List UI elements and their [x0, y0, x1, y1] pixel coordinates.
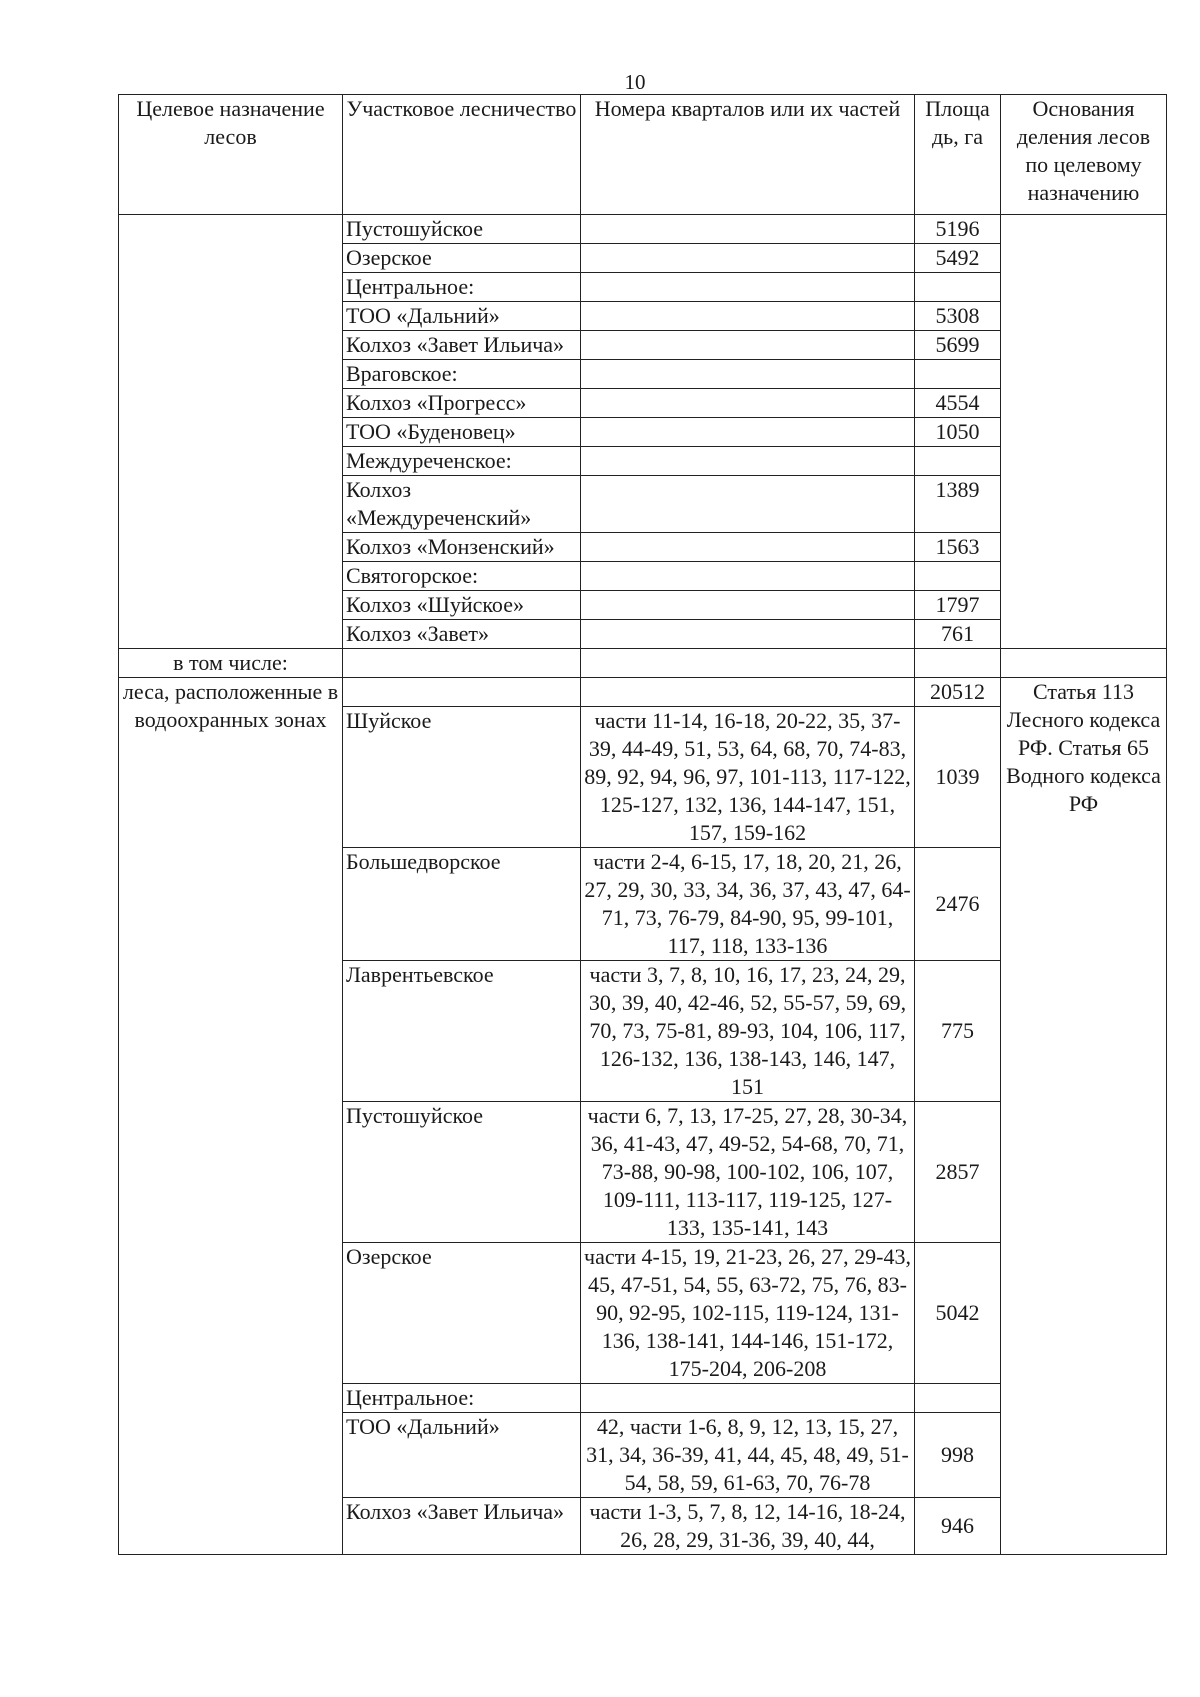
district-cell: Центральное:	[343, 1384, 581, 1413]
district-cell: ТОО «Дальний»	[343, 302, 581, 331]
district-cell: Озерское	[343, 1243, 581, 1384]
basis-cell-empty	[1001, 649, 1167, 678]
district-cell: Колхоз «Завет Ильича»	[343, 331, 581, 360]
district-cell: Пустошуйское	[343, 215, 581, 244]
area-cell: 998	[915, 1413, 1001, 1498]
district-cell: Большедворское	[343, 848, 581, 961]
basis-cell-empty	[1001, 215, 1167, 649]
forest-purpose-table	[118, 94, 1167, 1555]
quarters-cell-empty	[581, 215, 915, 244]
header-basis: Основания деления лесов по целевому назначению	[1001, 95, 1167, 215]
quarters-cell-empty	[581, 562, 915, 591]
quarters-cell-empty	[581, 302, 915, 331]
quarters-cell-empty	[581, 447, 915, 476]
purpose-cell-empty	[119, 215, 343, 649]
header-district: Участковое лесничество	[343, 95, 581, 215]
quarters-cell: части 3, 7, 8, 10, 16, 17, 23, 24, 29, 30, 39, 40, 42-46, 52, 55-57, 59, 69, 70, 73, 75-81, 89-93, 104, 106, 117, 126-132, 136, 138-143, 146, 147, 151	[581, 961, 915, 1102]
area-cell: 5492	[915, 244, 1001, 273]
district-cell: Междуреченское:	[343, 447, 581, 476]
quarters-cell-empty	[581, 244, 915, 273]
area-cell	[915, 562, 1001, 591]
water-zone-basis: Статья 113 Лесного кодекса РФ. Статья 65 Водного кодекса РФ	[1001, 678, 1167, 1555]
quarters-cell: части 11-14, 16-18, 20-22, 35, 37-39, 44-49, 51, 53, 64, 68, 70, 74-83, 89, 92, 94, 96, 97, 101-113, 117-122, 125-127, 132, 136, 144-147, 151, 157, 159-162	[581, 707, 915, 848]
district-cell-empty	[343, 649, 581, 678]
quarters-cell: 42, части 1-6, 8, 9, 12, 13, 15, 27, 31, 34, 36-39, 41, 44, 45, 48, 49, 51-54, 58, 59, 61-63, 70, 76-78	[581, 1413, 915, 1498]
quarters-cell-empty	[581, 620, 915, 649]
quarters-cell: части 6, 7, 13, 17-25, 27, 28, 30-34, 36, 41-43, 47, 49-52, 54-68, 70, 71, 73-88, 90-98, 100-102, 106, 107, 109-111, 113-117, 119-125, 127-133, 135-141, 143	[581, 1102, 915, 1243]
area-cell	[915, 360, 1001, 389]
district-cell: Шуйское	[343, 707, 581, 848]
page-number: 10	[624, 70, 646, 94]
area-cell: 5042	[915, 1243, 1001, 1384]
table-header-row	[119, 95, 1167, 215]
header-quarters: Номера кварталов или их частей	[581, 95, 915, 215]
area-cell	[915, 273, 1001, 302]
header-area: Площа дь, га	[915, 95, 1001, 215]
area-cell: 1050	[915, 418, 1001, 447]
area-cell: 4554	[915, 389, 1001, 418]
quarters-cell: части 1-3, 5, 7, 8, 12, 14-16, 18-24, 26, 28, 29, 31-36, 39, 40, 44,	[581, 1498, 915, 1555]
district-cell: Враговское:	[343, 360, 581, 389]
table-row-including	[119, 649, 1167, 678]
district-cell: ТОО «Дальний»	[343, 1413, 581, 1498]
quarters-cell: части 4-15, 19, 21-23, 26, 27, 29-43, 45, 47-51, 54, 55, 63-72, 75, 76, 83-90, 92-95, 102-115, 119-124, 131-136, 138-141, 144-146, 151-172, 175-204, 206-208	[581, 1243, 915, 1384]
area-cell: 2476	[915, 848, 1001, 961]
quarters-cell	[581, 1384, 915, 1413]
district-cell: ТОО «Буденовец»	[343, 418, 581, 447]
district-cell: Озерское	[343, 244, 581, 273]
area-cell: 5196	[915, 215, 1001, 244]
area-cell: 1039	[915, 707, 1001, 848]
quarters-cell-empty	[581, 389, 915, 418]
district-cell: Пустошуйское	[343, 1102, 581, 1243]
district-cell: Центральное:	[343, 273, 581, 302]
district-cell: Колхоз «Завет»	[343, 620, 581, 649]
table-row	[119, 215, 1167, 244]
quarters-cell-empty	[581, 649, 915, 678]
including-label: в том числе:	[119, 649, 343, 678]
header-purpose: Целевое назначение лесов	[119, 95, 343, 215]
quarters-cell-empty	[581, 591, 915, 620]
water-zone-total-area: 20512	[915, 678, 1001, 707]
district-cell: Колхоз «Завет Ильича»	[343, 1498, 581, 1555]
district-cell: Колхоз «Междуреченский»	[343, 476, 581, 533]
district-cell: Колхоз «Шуйское»	[343, 591, 581, 620]
quarters-cell-empty	[581, 331, 915, 360]
area-cell: 5308	[915, 302, 1001, 331]
district-cell: Колхоз «Монзенский»	[343, 533, 581, 562]
quarters-cell: части 2-4, 6-15, 17, 18, 20, 21, 26, 27, 29, 30, 33, 34, 36, 37, 43, 47, 64-71, 73, 76-79, 84-90, 95, 99-101, 117, 118, 133-136	[581, 848, 915, 961]
table-row-water-zone-total	[119, 678, 1167, 707]
area-cell: 1389	[915, 476, 1001, 533]
area-cell: 1563	[915, 533, 1001, 562]
area-cell: 946	[915, 1498, 1001, 1555]
district-cell: Лаврентьевское	[343, 961, 581, 1102]
quarters-cell-empty	[581, 476, 915, 533]
district-cell: Святогорское:	[343, 562, 581, 591]
district-cell: Колхоз «Прогресс»	[343, 389, 581, 418]
quarters-cell-empty	[581, 678, 915, 707]
area-cell: 5699	[915, 331, 1001, 360]
area-cell-empty	[915, 649, 1001, 678]
water-zone-purpose: леса, расположенные в водоохранных зонах	[119, 678, 343, 1555]
area-cell	[915, 447, 1001, 476]
quarters-cell-empty	[581, 360, 915, 389]
quarters-cell-empty	[581, 273, 915, 302]
district-cell-empty	[343, 678, 581, 707]
area-cell: 1797	[915, 591, 1001, 620]
area-cell	[915, 1384, 1001, 1413]
quarters-cell-empty	[581, 418, 915, 447]
area-cell: 775	[915, 961, 1001, 1102]
area-cell: 761	[915, 620, 1001, 649]
quarters-cell-empty	[581, 533, 915, 562]
area-cell: 2857	[915, 1102, 1001, 1243]
